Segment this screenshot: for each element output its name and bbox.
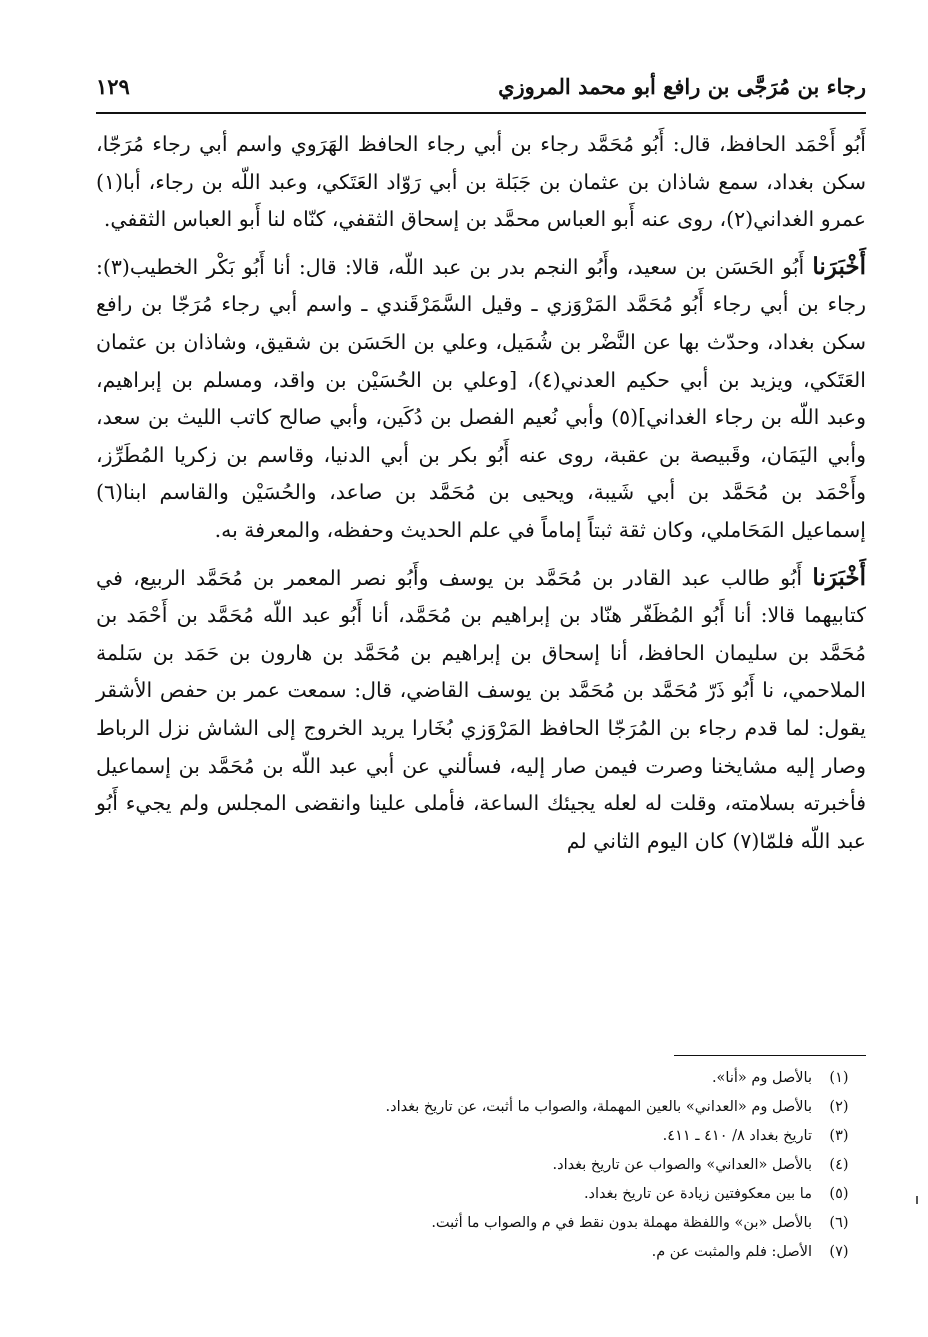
footnote-number: (١) — [829, 1070, 849, 1086]
scan-mark — [916, 1196, 918, 1204]
footnote-text: ما بين معكوفتين زيادة عن تاريخ بغداد. — [583, 1186, 812, 1202]
footnote-number: (٦) — [829, 1215, 849, 1231]
page-number: ١٢٩ — [96, 74, 130, 99]
footnote-2 — [96, 1093, 866, 1122]
footnote-3 — [96, 1122, 866, 1151]
footnote-5 — [96, 1180, 866, 1209]
footnote-separator — [674, 1055, 866, 1056]
paragraph-1 — [96, 126, 866, 239]
running-title: رجاء بن مُرَجَّى بن رافع أبو محمد المروزي — [498, 74, 866, 99]
footnotes — [96, 1064, 866, 1267]
page-header — [96, 68, 866, 114]
footnote-number: (٥) — [829, 1186, 849, 1202]
paragraph-3-lead: أَخْبَرَنا — [812, 563, 866, 591]
footnote-text: تاريخ بغداد ٨/ ٤١٠ ـ ٤١١. — [662, 1128, 812, 1144]
footnote-text: بالأصل وم «أنا». — [711, 1070, 812, 1086]
footnote-text: بالأصل وم «العداني» بالعين المهملة، والصواب ما أثبت، عن تاريخ بغداد. — [385, 1099, 812, 1115]
footnote-text: بالأصل «بن» واللفظة مهملة بدون نقط في م والصواب ما أثبت. — [431, 1215, 812, 1231]
footnote-number: (٢) — [829, 1099, 849, 1115]
footnote-number: (٧) — [829, 1244, 849, 1260]
paragraph-3-text: أَبُو طالب عبد القادر بن مُحَمَّد بن يوسف وأَبُو نصر المعمر بن مُحَمَّد الربيع، في كتابيهما قالا: أنا أَبُو المُظَفّر هنّاد بن إبراهيم بن مُحَمَّد، أنا أَبُو عبد اللّه مُحَمَّد بن أَحْمَد بن مُحَمَّد بن سليمان الحافظ، أنا إسحاق بن إبراهيم بن مُحَمَّد بن هارون بن حَمَد بن سَلمة الملاحمي، نا أَبُو ذَرّ مُحَمَّد بن مُحَمَّد بن يوسف القاضي، قال: سمعت عمر بن حفص الأشقر يقول: لما قدم رجاء بن المُرَجّا الحافظ المَرْوَزي بُخَارا يريد الخروج إلى الشاش نزل الرباط وصار إليه مشايخنا وصرت فيمن صار إليه، فسألني عن أبي عبد اللّه بن مُحَمَّد بن إسماعيل فأخبرته بسلامته، وقلت له لعله يجيئك الساعة، فأملى علينا وانقضى المجلس ولم يجيء أَبُو عبد اللّه فلمّا(٧) كان اليوم الثاني لم — [96, 565, 866, 853]
paragraph-2-lead: أَخْبَرَنا — [812, 252, 866, 280]
footnote-6 — [96, 1209, 866, 1238]
paragraph-2-text: أَبُو الحَسَن بن سعيد، وأَبُو النجم بدر بن عبد اللّه، قالا: قال: أنا أَبُو بَكْر الخطيب(٣): رجاء بن أبي رجاء أَبُو مُحَمَّد المَرْوَزي ـ وقيل السَّمَرْقَندي ـ واسم أبي رجاء مُرَجّا بن رافع سكن بغداد، وحدّث بها عن النَّضْر بن شُمَيل، وعلي بن الحَسَن بن شقيق، وشاذان بن عثمان العَتَكي، ويزيد بن أبي حكيم العدني(٤)، [وعلي بن الحُسَيْن بن واقد، ومسلم بن إبراهيم، وعبد اللّه بن رجاء الغداني](٥) وأبي نُعيم الفصل بن دُكَين، وأبي صالح كاتب الليث بن سعد، وأبي اليَمَان، وقَبيصة بن عقبة، روى عنه أَبُو بكر بن أبي الدنيا، وقاسم بن زكريا المُطَرِّز، وأَحْمَد بن مُحَمَّد بن أبي شَيبة، ويحيى بن مُحَمَّد بن صاعد، والحُسَيْن والقاسم ابنا(٦) إسماعيل المَحَاملي، وكان ثقة ثبتاً إماماً في علم الحديث وحفظه، والمعرفة به. — [96, 254, 867, 542]
paragraph-2 — [96, 248, 866, 550]
footnote-1 — [96, 1064, 866, 1093]
footnote-4 — [96, 1151, 866, 1180]
footnote-number: (٣) — [829, 1128, 849, 1144]
footnote-7 — [96, 1238, 866, 1267]
footnote-text: بالأصل «العداني» والصواب عن تاريخ بغداد. — [552, 1157, 812, 1173]
paragraph-3 — [96, 559, 866, 861]
footnote-number: (٤) — [829, 1157, 849, 1173]
paragraph-1-text: أَبُو أَحْمَد الحافظ، قال: أَبُو مُحَمَّد رجاء بن أبي رجاء الحافظ الهَرَوي واسم أبي رجاء مُرَجّا، سكن بغداد، سمع شاذان بن عثمان بن جَبَلة بن أبي رَوّاد العَتَكي، وعبد اللّه بن رجاء، أبا(١) عمرو الغداني(٢)، روى عنه أَبو العباس محمَّد بن إسحاق الثقفي، كنّاه لنا أَبو العباس الثقفي. — [96, 132, 866, 232]
footnote-text: الأصل: فلم والمثبت عن م. — [651, 1244, 812, 1260]
main-text — [96, 126, 866, 860]
